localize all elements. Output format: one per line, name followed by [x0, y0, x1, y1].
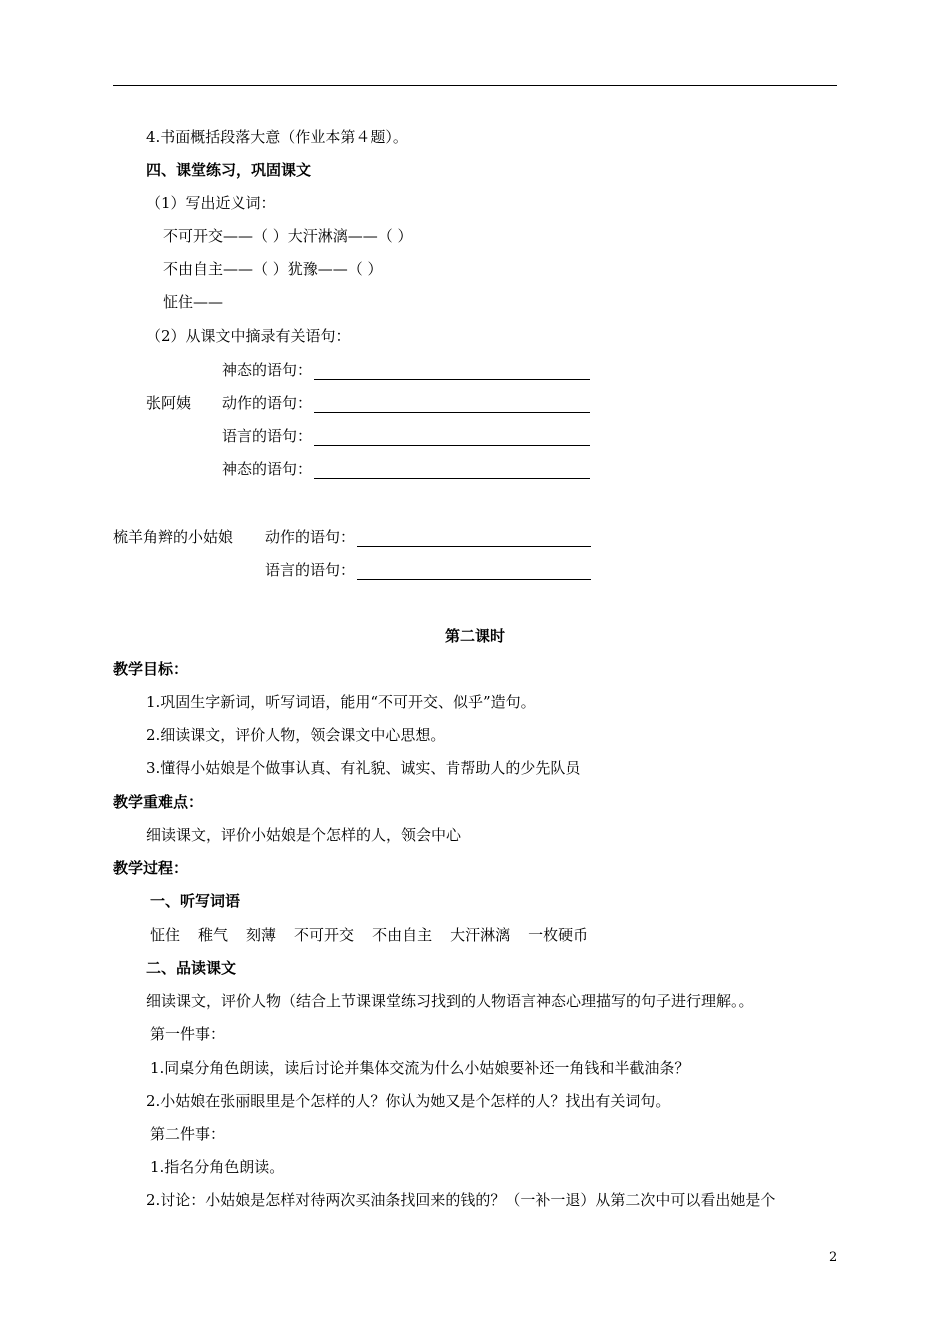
event-1-question: 1.同桌分角色朗读，读后讨论并集体交流为什么小姑娘要补还一角钱和半截油条？	[150, 1059, 690, 1077]
answer-blank[interactable]	[357, 532, 591, 547]
zhang-excerpt-line	[222, 393, 590, 413]
step-1-heading: 一、听写词语	[150, 892, 241, 910]
person-girl-label: 梳羊角辫的小姑娘	[113, 528, 234, 546]
goal-item: 2.细读课文，评价人物，领会课文中心思想。	[146, 726, 446, 744]
zhang-excerpt-line	[222, 426, 590, 446]
dictation-word-list	[150, 925, 606, 945]
answer-blank[interactable]	[314, 398, 590, 413]
goal-item: 3.懂得小姑娘是个做事认真、有礼貌、诚实、肯帮助人的少先队员	[146, 759, 581, 777]
section-4-heading: 四、课堂练习，巩固课文	[146, 161, 312, 179]
girl-excerpt-line	[265, 560, 591, 580]
event-1-heading: 第一件事：	[150, 1025, 226, 1043]
zhang-excerpt-label: 语言的语句：	[222, 427, 313, 445]
step-2-intro: 细读课文，评价人物（结合上节课课堂练习找到的人物语言神态心理描写的句子进行理解。。	[146, 992, 754, 1010]
synonym-question: （1）写出近义词：	[146, 194, 276, 212]
dictation-word: 不由自主	[372, 926, 433, 944]
dictation-word: 刻薄	[246, 926, 277, 944]
answer-blank[interactable]	[314, 365, 590, 380]
zhang-excerpt-label: 神态的语句：	[222, 460, 313, 478]
synonym-row-1: 不可开交——（ ）大汗淋漓——（ ）	[163, 227, 413, 245]
zhang-excerpt-label: 神态的语句：	[222, 361, 313, 379]
goal-item: 1.巩固生字新词，听写词语，能用“不可开交、似乎”造句。	[146, 693, 536, 711]
page-number: 2	[829, 1250, 838, 1265]
girl-excerpt-label: 动作的语句：	[265, 528, 356, 546]
event-2-heading: 第二件事：	[150, 1125, 226, 1143]
zhang-excerpt-line	[222, 459, 590, 479]
girl-excerpt-line	[265, 527, 591, 547]
answer-blank[interactable]	[357, 565, 591, 580]
person-zhang-label: 张阿姨	[146, 394, 192, 412]
key-points-text: 细读课文，评价小姑娘是个怎样的人，领会中心	[146, 826, 462, 844]
dictation-word: 怔住	[150, 926, 181, 944]
synonym-row-3: 怔住——	[163, 293, 224, 311]
answer-blank[interactable]	[314, 464, 590, 479]
zhang-excerpt-label: 动作的语句：	[222, 394, 313, 412]
dictation-word: 一枚硬币	[528, 926, 589, 944]
girl-excerpt-label: 语言的语句：	[265, 561, 356, 579]
step-2-heading: 二、品读课文	[146, 959, 237, 977]
event-2-question: 2.讨论：小姑娘是怎样对待两次买油条找回来的钱的？（一补一退）从第二次中可以看出她是个	[146, 1191, 776, 1209]
excerpt-question: （2）从课文中摘录有关语句：	[146, 327, 351, 345]
header-rule	[113, 85, 837, 86]
event-1-question: 2.小姑娘在张丽眼里是个怎样的人？你认为她又是个怎样的人？找出有关词句。	[146, 1092, 671, 1110]
summary-task-line: 4.书面概括段落大意（作业本第４题）。	[146, 128, 408, 146]
dictation-word: 大汗淋漓	[450, 926, 511, 944]
goals-heading: 教学目标：	[113, 660, 189, 678]
dictation-word: 稚气	[198, 926, 229, 944]
zhang-excerpt-line	[222, 360, 590, 380]
synonym-row-2: 不由自主——（ ）犹豫——（ ）	[163, 260, 383, 278]
event-2-question: 1.指名分角色朗读。	[150, 1158, 285, 1176]
process-heading: 教学过程：	[113, 859, 189, 877]
lesson-2-title: 第二课时	[444, 627, 505, 645]
answer-blank[interactable]	[314, 431, 590, 446]
dictation-word: 不可开交	[294, 926, 355, 944]
key-points-heading: 教学重难点：	[113, 793, 204, 811]
